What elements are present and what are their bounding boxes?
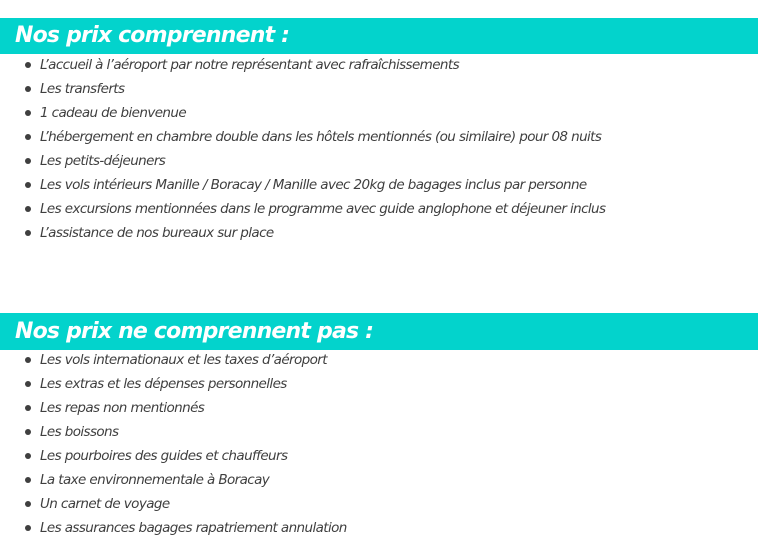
list-item-text: Les petits-déjeuners	[40, 153, 166, 169]
list-item-text: Les excursions mentionnées dans le programme avec guide anglophone et déjeuner inclus	[40, 201, 606, 217]
list-item	[0, 53, 605, 77]
bullet-icon	[25, 206, 31, 212]
bullet-icon	[25, 501, 31, 507]
bullet-icon	[25, 429, 31, 435]
bullet-icon	[25, 405, 31, 411]
list-item	[0, 77, 605, 101]
list-item-text: La taxe environnementale à Boracay	[40, 472, 270, 488]
list-item	[0, 516, 347, 540]
bullet-icon	[25, 357, 31, 363]
list-item	[0, 444, 347, 468]
list-item	[0, 197, 605, 221]
excluded-list	[0, 348, 347, 540]
list-item-text: Les transferts	[40, 81, 125, 97]
included-list	[0, 53, 605, 245]
list-item-text: Les assurances bagages rapatriement annulation	[40, 520, 347, 536]
list-item-text: Les boissons	[40, 424, 119, 440]
bullet-icon	[25, 158, 31, 164]
list-item	[0, 221, 605, 245]
excluded-section-title: Nos prix ne comprennent pas :	[0, 313, 758, 350]
bullet-icon	[25, 381, 31, 387]
list-item	[0, 125, 605, 149]
included-section-title: Nos prix comprennent :	[0, 18, 758, 54]
list-item-text: Les repas non mentionnés	[40, 400, 205, 416]
bullet-icon	[25, 525, 31, 531]
bullet-icon	[25, 62, 31, 68]
bullet-icon	[25, 134, 31, 140]
bullet-icon	[25, 477, 31, 483]
list-item	[0, 492, 347, 516]
list-item-text: 1 cadeau de bienvenue	[40, 105, 187, 121]
bullet-icon	[25, 453, 31, 459]
list-item	[0, 348, 347, 372]
list-item-text: L’hébergement en chambre double dans les hôtels mentionnés (ou similaire) pour 08 nuits	[40, 129, 602, 145]
list-item-text: Les extras et les dépenses personnelles	[40, 376, 287, 392]
list-item	[0, 173, 605, 197]
list-item	[0, 101, 605, 125]
list-item-text: Les vols intérieurs Manille / Boracay / Manille avec 20kg de bagages inclus par personne	[40, 177, 587, 193]
list-item-text: Les pourboires des guides et chauffeurs	[40, 448, 288, 464]
bullet-icon	[25, 86, 31, 92]
list-item	[0, 420, 347, 444]
list-item	[0, 468, 347, 492]
list-item-text: L’assistance de nos bureaux sur place	[40, 225, 274, 241]
bullet-icon	[25, 230, 31, 236]
list-item	[0, 396, 347, 420]
bullet-icon	[25, 182, 31, 188]
list-item-text: Les vols internationaux et les taxes d’aéroport	[40, 352, 327, 368]
bullet-icon	[25, 110, 31, 116]
list-item	[0, 149, 605, 173]
list-item-text: Un carnet de voyage	[40, 496, 170, 512]
list-item	[0, 372, 347, 396]
list-item-text: L’accueil à l’aéroport par notre représentant avec rafraîchissements	[40, 57, 460, 73]
